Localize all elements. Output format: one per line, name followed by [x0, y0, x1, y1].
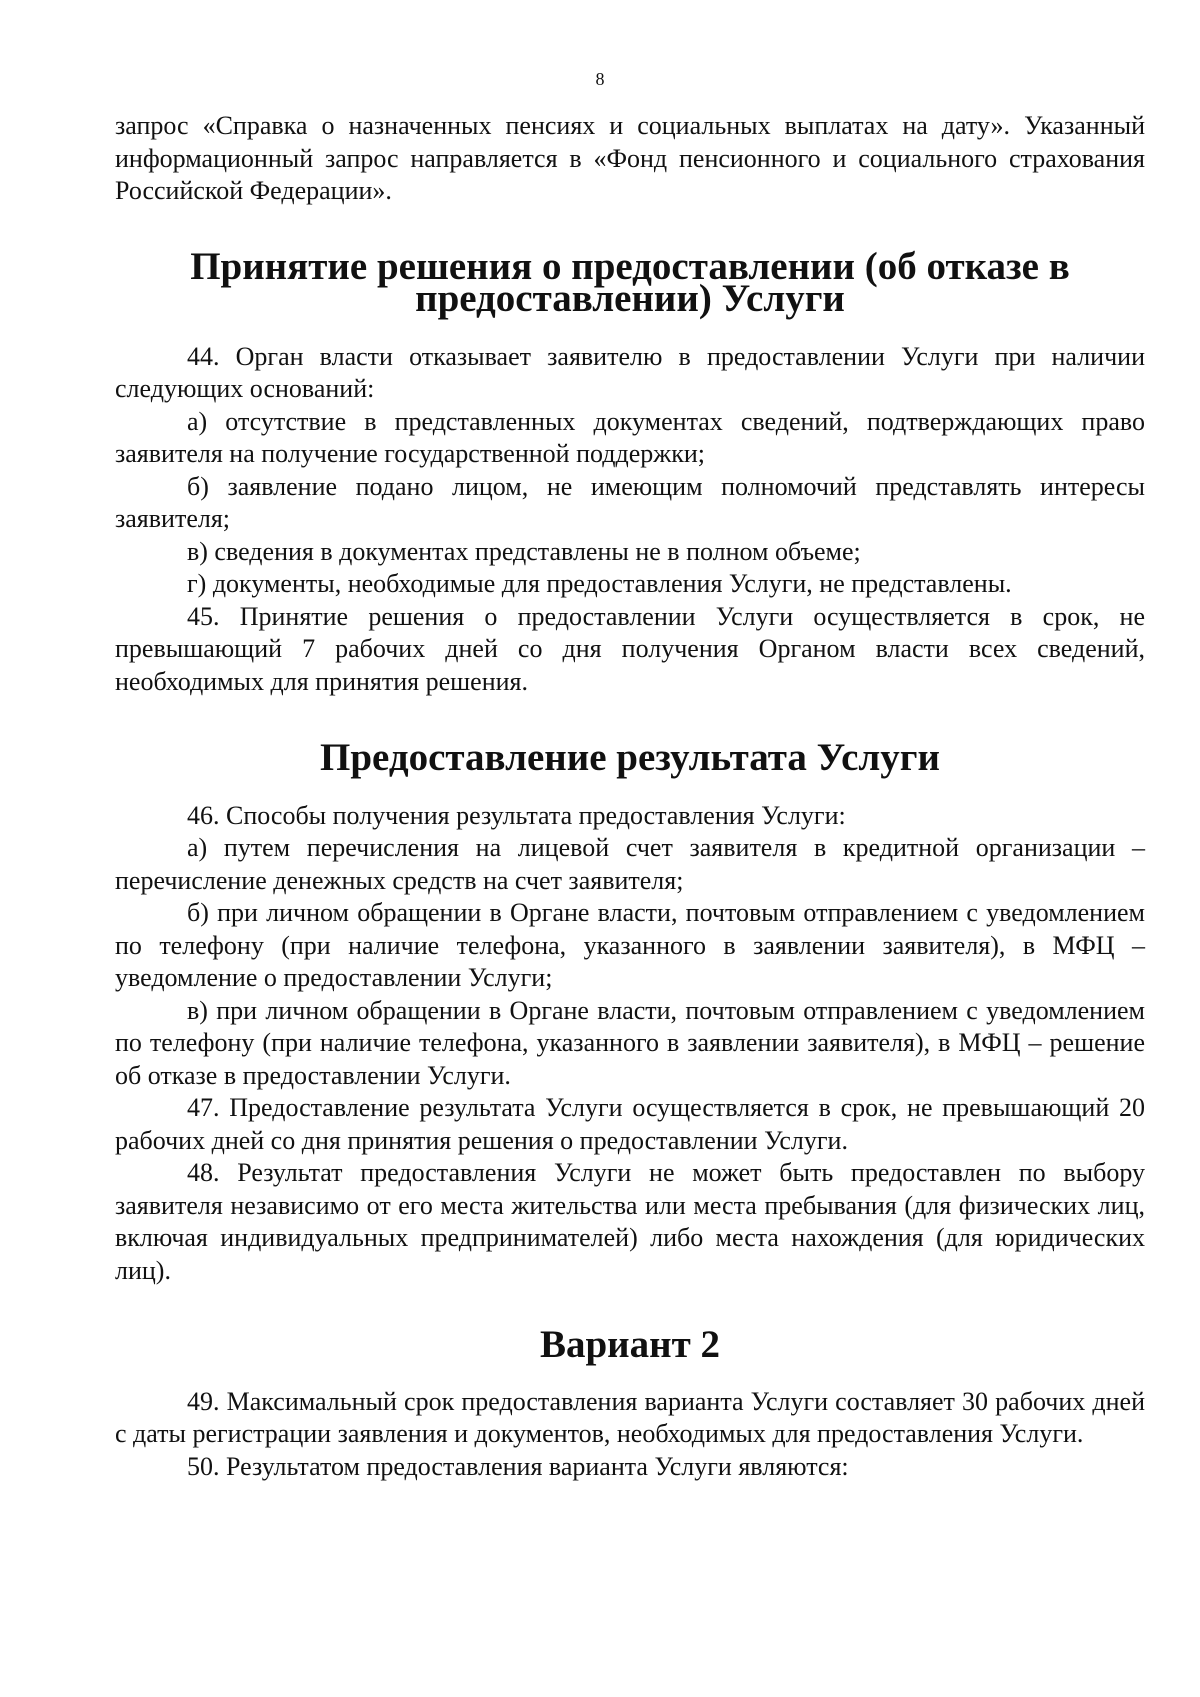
paragraph-49: 49. Максимальный срок предоставления варианта Услуги составляет 30 рабочих дней с даты регистрации заявления и документов, необходимых для предоставления Услуги.: [115, 1386, 1145, 1448]
page-number: 8: [595, 69, 605, 89]
list-item-46-a: а) путем перечисления на лицевой счет заявителя в кредитной организации – перечисление денежных средств на счет заявителя;: [115, 833, 1145, 895]
document-body: [115, 110, 1145, 1483]
paragraph-47: 47. Предоставление результата Услуги осуществляется в срок, не превышающий 20 рабочих дней со дня принятия решения о предоставлении Услуги.: [115, 1093, 1145, 1155]
list-item-44-a: а) отсутствие в представленных документах сведений, подтверждающих право заявителя на получение государственной поддержки;: [115, 406, 1145, 468]
intro-paragraph: запрос «Справка о назначенных пенсиях и социальных выплатах на дату». Указанный информационный запрос направляется в «Фонд пенсионного и социального страхования Российской Федерации».: [115, 111, 1145, 205]
section-heading-decision: Принятие решения о предоставлении (об отказе в предоставлении) Услуги: [190, 244, 1070, 320]
list-item-44-g: г) документы, необходимые для предоставления Услуги, не представлены.: [187, 569, 1012, 598]
list-item-46-b: б) при личном обращении в Органе власти, почтовым отправлением с уведомлением по телефону (при наличие телефона, указанного в заявлении заявителя), в МФЦ – уведомление о предоставлении Услуги;: [115, 898, 1145, 992]
paragraph-48: 48. Результат предоставления Услуги не может быть предоставлен по выбору заявителя независимо от его места жительства или места пребывания (для физических лиц, включая индивидуальных предпринимателей) либо места нахождения (для юридических лиц).: [115, 1158, 1145, 1285]
section-heading-result: Предоставление результата Услуги: [320, 736, 940, 779]
list-item-46-v: в) при личном обращении в Органе власти, почтовым отправлением с уведомлением по телефону (при наличие телефона, указанного в заявлении заявителя), в МФЦ – решение об отказе в предоставлении Услуги.: [115, 995, 1145, 1090]
paragraph-45: 45. Принятие решения о предоставлении Услуги осуществляется в срок, не превышающий 7 рабочих дней со дня получения Органом власти всех сведений, необходимых для принятия решения.: [115, 601, 1145, 696]
paragraph-44: 44. Орган власти отказывает заявителю в предоставлении Услуги при наличии следующих оснований:: [115, 341, 1145, 403]
paragraph-46: 46. Способы получения результата предоставления Услуги:: [187, 800, 846, 830]
section-heading-variant-2: Вариант 2: [539, 1323, 721, 1366]
list-item-44-v: в) сведения в документах представлены не в полном объеме;: [187, 536, 861, 566]
paragraph-50: 50. Результатом предоставления варианта Услуги являются:: [187, 1451, 849, 1481]
list-item-44-b: б) заявление подано лицом, не имеющим полномочий представлять интересы заявителя;: [115, 471, 1145, 533]
